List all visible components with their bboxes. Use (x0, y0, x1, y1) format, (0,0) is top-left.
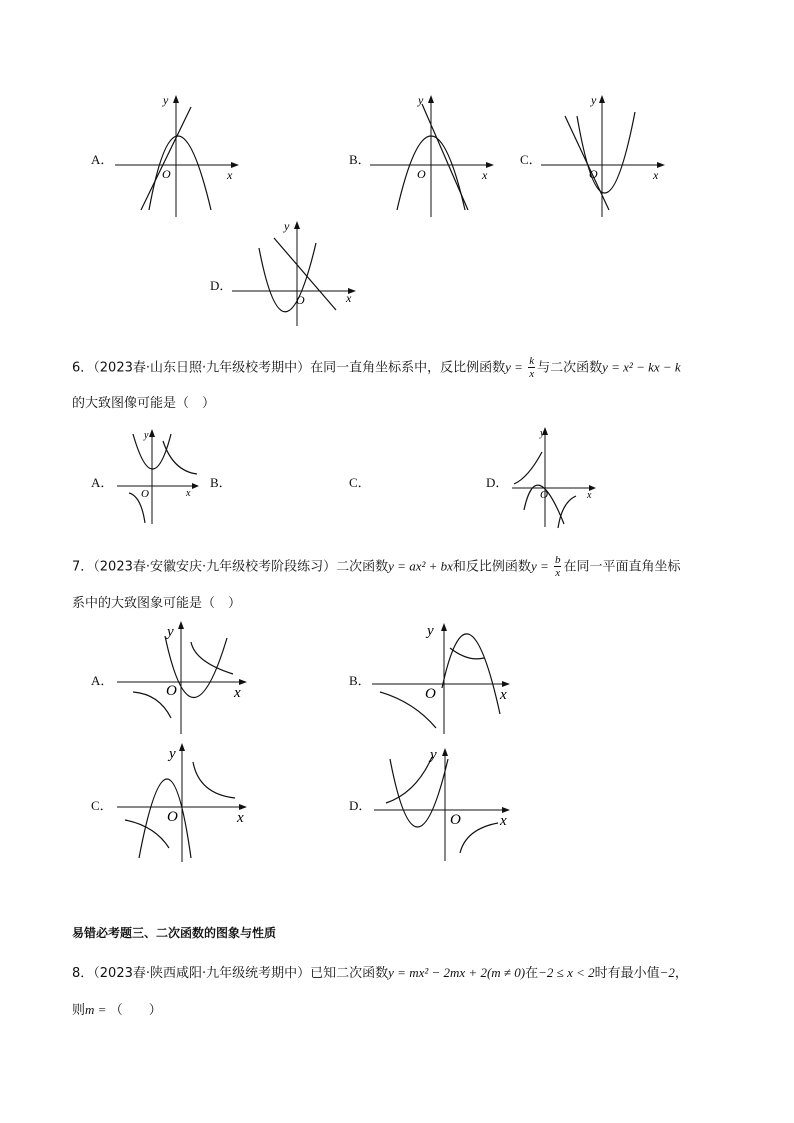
svg-text:x: x (653, 168, 659, 182)
svg-text:O: O (166, 683, 177, 699)
svg-text:O: O (141, 488, 149, 500)
question-number: 8． (72, 966, 94, 981)
q6-graph-a (115, 426, 205, 526)
svg-text:y: y (427, 623, 434, 639)
svg-text:O: O (425, 686, 436, 702)
q7-option-b-label[interactable]: B． (349, 673, 371, 688)
svg-text:O: O (296, 293, 305, 307)
question-8-line2: 则m = （ ） (72, 1002, 162, 1018)
option-a-label[interactable]: A． (91, 152, 114, 167)
svg-text:O: O (450, 812, 461, 828)
option-c-label[interactable]: C． (520, 152, 542, 167)
question-6-line2: 的大致图像可能是（ ） (72, 396, 216, 411)
question-7-line1: 7．（2023春·安徽安庆·九年级校考阶段练习）二次函数y = ax² + bx和反比例函数y = $\frac{b}{x}$ 在同一平面直角坐标 (72, 554, 681, 579)
svg-text:y: y (284, 219, 290, 233)
q7-graph-b (370, 618, 520, 738)
q7-graph-d (372, 745, 522, 865)
svg-text:x: x (500, 687, 507, 703)
q7-option-d-label[interactable]: D． (349, 798, 372, 813)
q7-graph-a (115, 618, 255, 738)
svg-text:x: x (500, 813, 507, 829)
svg-text:y: y (167, 624, 174, 640)
q7-option-a-label[interactable]: A． (91, 673, 114, 688)
q6-option-d-label[interactable]: D． (486, 475, 509, 490)
svg-text:y: y (169, 746, 176, 762)
question-6-line1: 6．（2023春·山东日照·九年级校考期中）在同一直角坐标系中，反比例函数y = $\frac{k}{x}$ 与二次函数y = x² − kx − k (72, 355, 681, 380)
question-number: 7． (72, 559, 94, 575)
q6-graph-d (510, 424, 605, 529)
question-source: （2023春·安徽安庆·九年级校考阶段练习） (93, 559, 337, 575)
graph-prev-c (541, 92, 671, 222)
svg-text:x: x (237, 810, 244, 826)
svg-text:x: x (482, 168, 488, 182)
x-axis-label: x (227, 168, 233, 182)
section-title: 易错必考题三、二次函数的图象与性质 (72, 926, 277, 940)
graph-prev-b (370, 92, 500, 222)
graph-prev-a (115, 92, 245, 222)
q7-option-c-label[interactable]: C． (91, 798, 113, 813)
svg-text:y: y (591, 93, 597, 107)
question-8-line1: 8．（2023春·陕西咸阳·九年级统考期中）已知二次函数y = mx² − 2mx + 2(m ≠ 0)在−2 ≤ x < 2时有最小值−2， (72, 965, 688, 981)
q6-option-c-label[interactable]: C． (349, 475, 371, 490)
q7-graph-c (115, 740, 255, 865)
svg-text:O: O (540, 489, 548, 501)
svg-text:y: y (418, 93, 424, 107)
svg-text:O: O (167, 809, 178, 825)
q6-option-a-label[interactable]: A． (91, 475, 114, 490)
svg-text:x: x (186, 488, 191, 499)
svg-text:O: O (589, 167, 598, 181)
svg-text:y: y (540, 428, 545, 439)
question-number: 6． (72, 360, 94, 376)
svg-text:x: x (234, 685, 241, 701)
svg-text:x: x (346, 291, 352, 305)
option-d-label[interactable]: D． (210, 278, 233, 293)
question-source: （2023春·陕西咸阳·九年级统考期中） (93, 966, 311, 981)
y-axis-label: y (163, 93, 169, 107)
svg-text:O: O (417, 167, 426, 181)
origin-label: O (162, 167, 171, 181)
question-7-line2: 系中的大致图象可能是（ ） (72, 596, 242, 611)
svg-text:y: y (144, 430, 149, 441)
svg-text:x: x (587, 490, 592, 501)
svg-text:y: y (430, 747, 437, 763)
question-source: （2023春·山东日照·九年级校考期中） (93, 360, 311, 376)
graph-prev-d (232, 218, 362, 328)
option-b-label[interactable]: B． (349, 152, 371, 167)
q6-option-b-label[interactable]: B． (210, 475, 232, 490)
